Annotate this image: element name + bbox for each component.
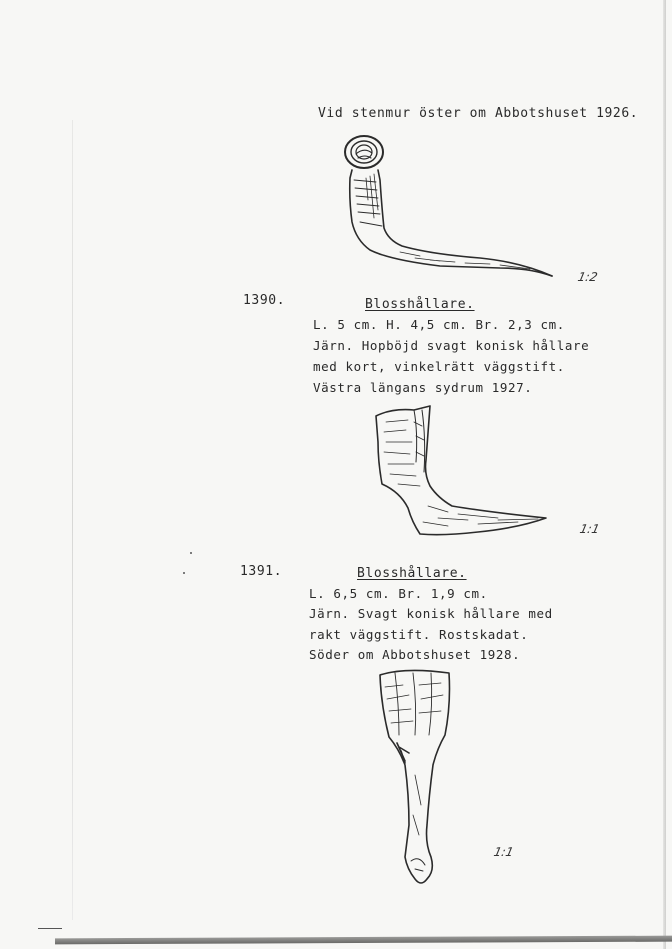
entry-number-1390: 1390. <box>243 293 286 308</box>
torch-holder-drawing-1 <box>330 130 560 290</box>
page-bottom-shadow <box>55 936 672 945</box>
entry-title-1390: Blosshållare. <box>365 297 475 312</box>
entry-1391-line-4: Söder om Abbotshuset 1928. <box>309 647 521 662</box>
entry-1391-line-1: L. 6,5 cm. Br. 1,9 cm. <box>309 586 488 601</box>
scale-label-3: 1:1 <box>492 845 515 859</box>
entry-1390-line-4: Västra längans sydrum 1927. <box>313 380 533 395</box>
entry-1390-line-2: Järn. Hopböjd svagt konisk hållare <box>313 338 590 353</box>
entry-1391-line-2: Järn. Svagt konisk hållare med <box>309 606 553 621</box>
entry-title-1391: Blosshållare. <box>357 566 467 581</box>
entry-number-1391: 1391. <box>240 564 283 579</box>
scale-label-2: 1:1 <box>578 522 601 536</box>
page-edge-right <box>663 0 666 949</box>
scale-label-1: 1:2 <box>576 270 599 284</box>
entry-1390-line-1: L. 5 cm. H. 4,5 cm. Br. 2,3 cm. <box>313 317 565 332</box>
page-edge-left <box>72 120 73 920</box>
torch-holder-drawing-2 <box>368 402 553 542</box>
margin-mark <box>38 928 62 929</box>
torch-holder-drawing-3 <box>375 665 455 890</box>
entry-1391-line-3: rakt väggstift. Rostskadat. <box>309 627 529 642</box>
speck <box>183 572 185 574</box>
location-note: Vid stenmur öster om Abbotshuset 1926. <box>318 106 639 121</box>
speck <box>190 552 192 554</box>
entry-1390-line-3: med kort, vinkelrätt väggstift. <box>313 359 565 374</box>
